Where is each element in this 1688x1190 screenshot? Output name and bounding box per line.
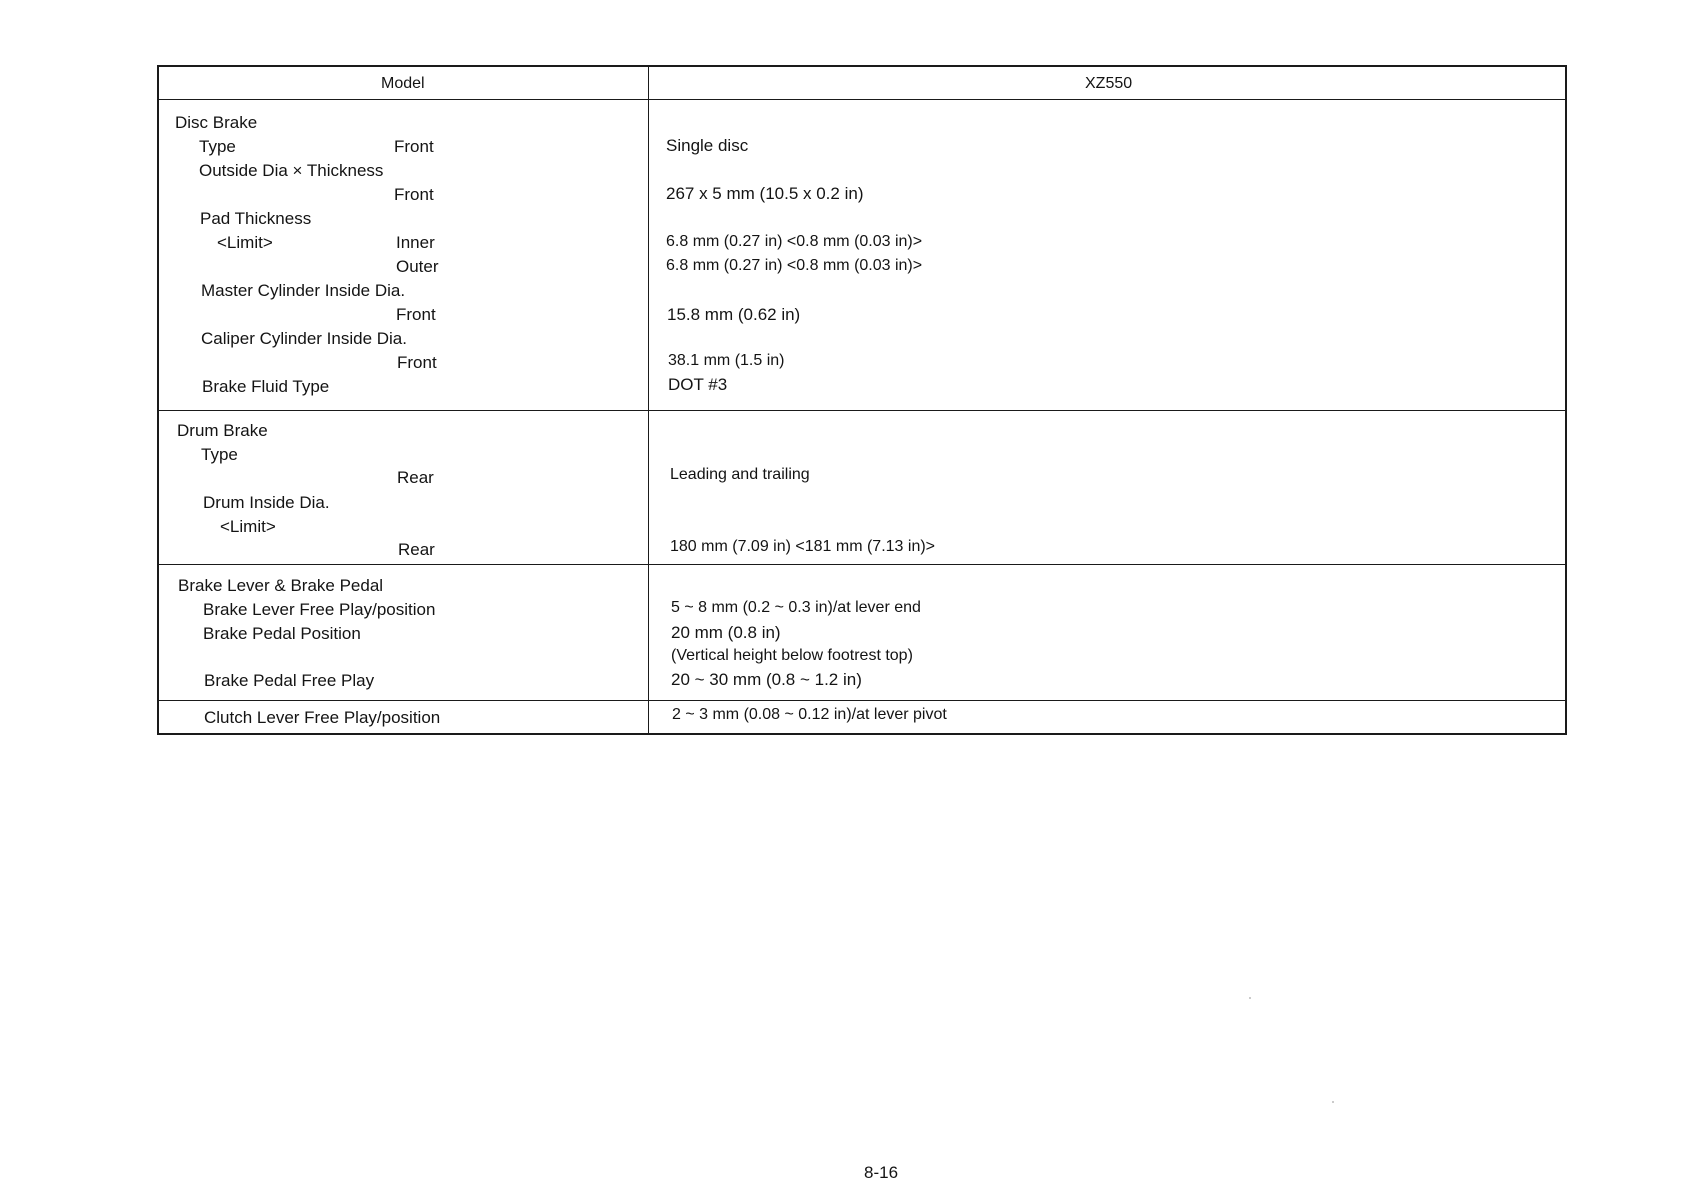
pedal-free-play-label: Brake Pedal Free Play: [204, 671, 375, 690]
pedal-position-note: (Vertical height below footrest top): [671, 647, 913, 664]
drum-type-value: Leading and trailing: [670, 466, 810, 483]
brake-lever-value: 5 ~ 8 mm (0.2 ~ 0.3 in)/at lever end: [671, 599, 921, 616]
pedal-position-value: 20 mm (0.8 in): [671, 623, 781, 642]
pad-outer-value: 6.8 mm (0.27 in) <0.8 mm (0.03 in)>: [666, 257, 923, 274]
pedal-free-play-value: 20 ~ 30 mm (0.8 ~ 1.2 in): [671, 670, 862, 689]
model-header-value: XZ550: [1085, 75, 1133, 92]
caliper-cylinder-label: Caliper Cylinder Inside Dia.: [201, 329, 407, 348]
caliper-cylinder-value: 38.1 mm (1.5 in): [668, 352, 785, 369]
pad-thickness-label: Pad Thickness: [200, 209, 312, 228]
pad-limit-label: <Limit>: [217, 233, 273, 252]
pad-inner-value: 6.8 mm (0.27 in) <0.8 mm (0.03 in)>: [666, 233, 923, 250]
header-divider: [159, 99, 1565, 100]
page-number: 8-16: [864, 1163, 899, 1182]
disc-type-position: Front: [394, 137, 434, 156]
drum-inside-value: 180 mm (7.09 in) <181 mm (7.13 in)>: [670, 538, 936, 555]
master-cylinder-label: Master Cylinder Inside Dia.: [201, 281, 406, 300]
drum-inside-position: Rear: [398, 540, 435, 559]
disc-outside-value: 267 x 5 mm (10.5 x 0.2 in): [666, 184, 864, 203]
pad-outer-position: Outer: [396, 257, 439, 276]
section-divider-lever: [159, 564, 1565, 565]
column-divider: [648, 67, 649, 733]
model-header-label: Model: [381, 75, 425, 92]
master-cylinder-value: 15.8 mm (0.62 in): [667, 305, 801, 324]
scan-speck: [1249, 997, 1251, 999]
disc-type-label: Type: [199, 137, 236, 156]
brake-fluid-value: DOT #3: [668, 375, 728, 394]
brake-fluid-label: Brake Fluid Type: [202, 377, 330, 396]
disc-type-value: Single disc: [666, 136, 749, 155]
clutch-lever-label: Clutch Lever Free Play/position: [204, 708, 441, 727]
brake-lever-label: Brake Lever Free Play/position: [203, 600, 436, 619]
drum-brake-title: Drum Brake: [177, 421, 268, 440]
clutch-lever-value: 2 ~ 3 mm (0.08 ~ 0.12 in)/at lever pivot: [672, 706, 947, 723]
pedal-position-label: Brake Pedal Position: [203, 624, 361, 643]
disc-outside-label: Outside Dia × Thickness: [199, 161, 384, 180]
section-divider-clutch: [159, 700, 1565, 701]
disc-brake-title: Disc Brake: [175, 113, 258, 132]
lever-pedal-title: Brake Lever & Brake Pedal: [178, 576, 384, 595]
drum-inside-label: Drum Inside Dia.: [203, 493, 330, 512]
section-divider-drum: [159, 410, 1565, 411]
master-cylinder-position: Front: [396, 305, 436, 324]
drum-type-label: Type: [201, 445, 238, 464]
drum-type-position: Rear: [397, 468, 434, 487]
disc-outside-position: Front: [394, 185, 434, 204]
drum-limit-label: <Limit>: [220, 517, 276, 536]
scan-speck: [1332, 1101, 1334, 1103]
caliper-cylinder-position: Front: [397, 353, 437, 372]
spec-table: [157, 65, 1567, 735]
pad-inner-position: Inner: [396, 233, 435, 252]
